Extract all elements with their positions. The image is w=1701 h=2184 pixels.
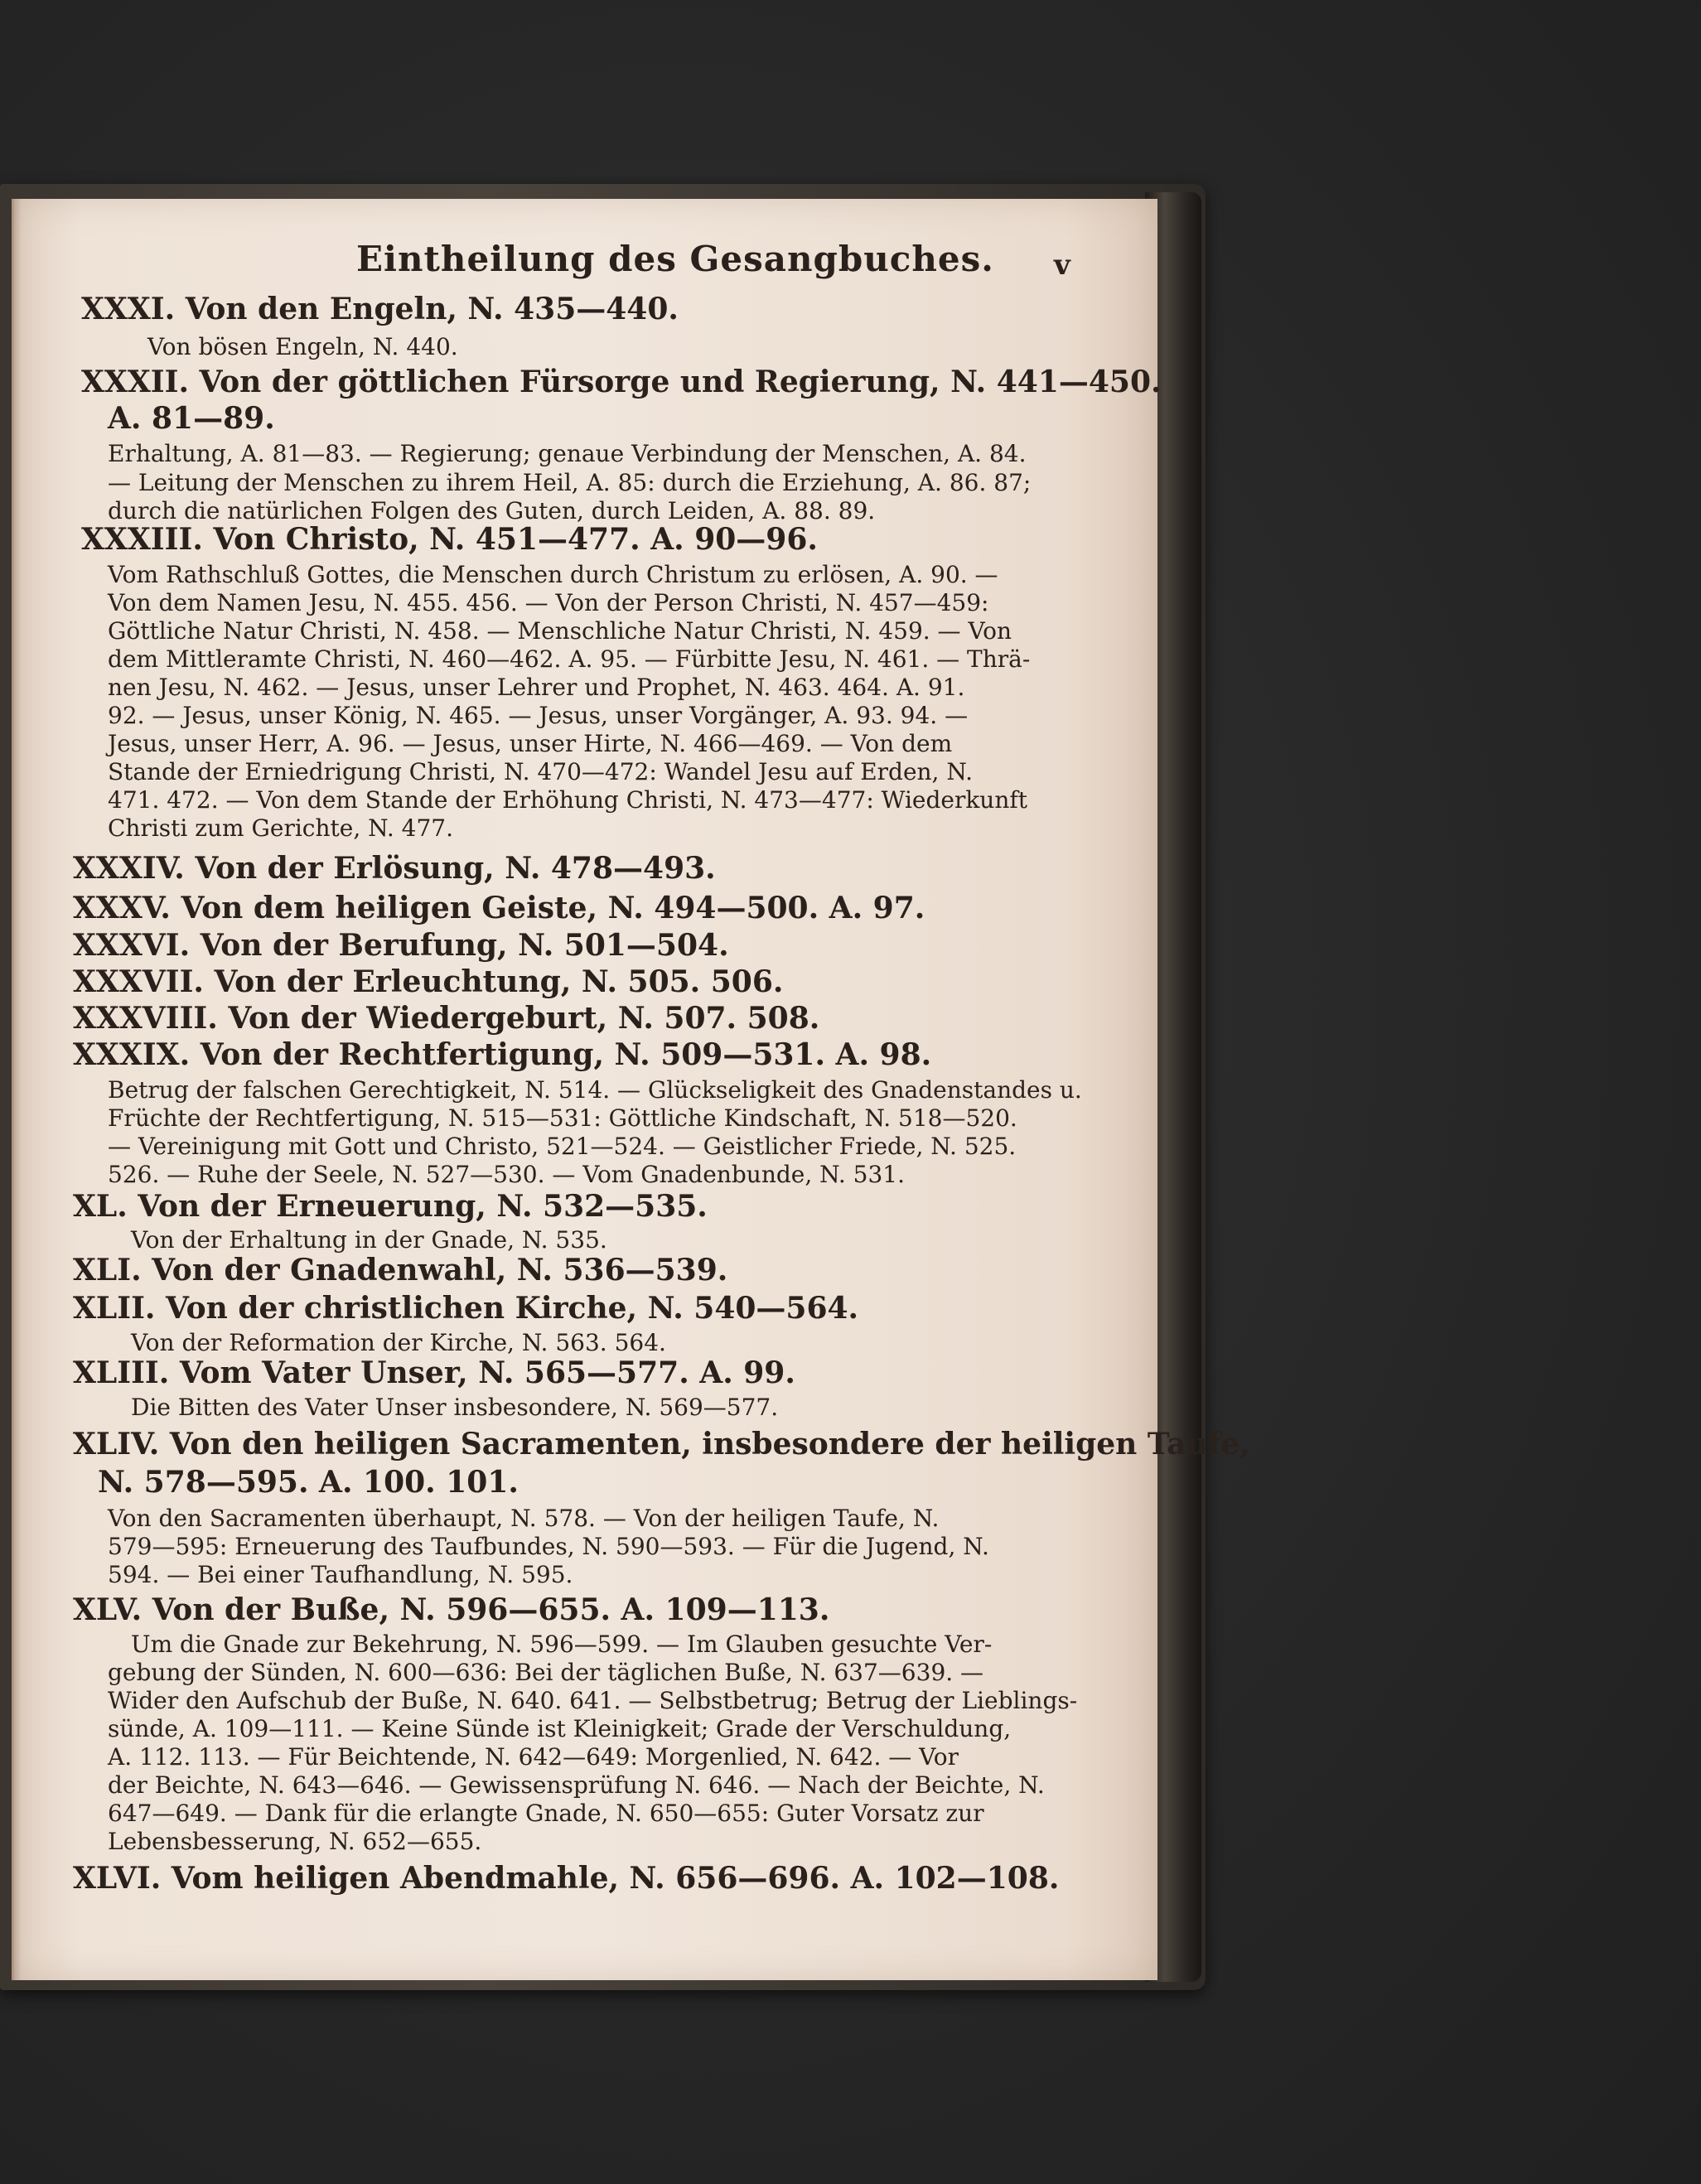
subsection-line: 526. — Ruhe der Seele, N. 527—530. — Vom Gnadenbunde, N. 531. [108, 1161, 906, 1188]
subsection-line: 579—595: Erneuerung des Taufbundes, N. 590—593. — Für die Jugend, N. [108, 1533, 989, 1560]
section-heading: N. 578—595. A. 100. 101. [98, 1465, 519, 1500]
running-header: Eintheilung des Gesangbuches. [356, 239, 994, 279]
subsection-line: gebung der Sünden, N. 600—636: Bei der täglichen Buße, N. 637—639. — [108, 1659, 984, 1686]
subsection-line: Von der Erhaltung in der Gnade, N. 535. [131, 1226, 607, 1254]
section-heading: XLV. Von der Buße, N. 596—655. A. 109—113. [73, 1592, 830, 1627]
section-heading: XXXI. Von den Engeln, N. 435—440. [81, 292, 679, 326]
section-heading: XXXIII. Von Christo, N. 451—477. A. 90—96. [81, 522, 818, 557]
subsection-line: — Leitung der Menschen zu ihrem Heil, A. 85: durch die Erziehung, A. 86. 87; [108, 469, 1032, 496]
section-heading: XXXVIII. Von der Wiedergeburt, N. 507. 508. [73, 1001, 820, 1036]
section-heading: A. 81—89. [108, 401, 275, 436]
subsection-line: Jesus, unser Herr, A. 96. — Jesus, unser Hirte, N. 466—469. — Von dem [108, 730, 953, 757]
section-heading: XXXVII. Von der Erleuchtung, N. 505. 506. [73, 964, 784, 999]
subsection-line: Betrug der falschen Gerechtigkeit, N. 514. — Glückseligkeit des Gnadenstandes u. [108, 1076, 1082, 1104]
section-heading: XXXII. Von der göttlichen Fürsorge und Regierung, N. 441—450. [81, 365, 1162, 399]
subsection-line: Von dem Namen Jesu, N. 455. 456. — Von der Person Christi, N. 457—459: [108, 589, 989, 616]
subsection-line: — Vereinigung mit Gott und Christo, 521—524. — Geistlicher Friede, N. 525. [108, 1133, 1017, 1160]
subsection-line: Von der Reformation der Kirche, N. 563. 564. [131, 1329, 666, 1356]
section-heading: XXXVI. Von der Berufung, N. 501—504. [73, 928, 729, 963]
section-heading: XLI. Von der Gnadenwahl, N. 536—539. [73, 1253, 728, 1288]
subsection-line: nen Jesu, N. 462. — Jesus, unser Lehrer und Prophet, N. 463. 464. A. 91. [108, 674, 965, 701]
subsection-line: Göttliche Natur Christi, N. 458. — Menschliche Natur Christi, N. 459. — Von [108, 617, 1012, 645]
subsection-line: durch die natürlichen Folgen des Guten, durch Leiden, A. 88. 89. [108, 497, 876, 524]
section-heading: XXXV. Von dem heiligen Geiste, N. 494—500. A. 97. [73, 891, 925, 925]
section-heading: XXXIX. Von der Rechtfertigung, N. 509—531. A. 98. [73, 1037, 932, 1072]
subsection-line: Wider den Aufschub der Buße, N. 640. 641. — Selbstbetrug; Betrug der Lieblings- [108, 1687, 1078, 1714]
subsection-line: Vom Rathschluß Gottes, die Menschen durch Christum zu erlösen, A. 90. — [108, 561, 998, 588]
subsection-line: Von bösen Engeln, N. 440. [147, 333, 458, 360]
subsection-line: Stande der Erniedrigung Christi, N. 470—472: Wandel Jesu auf Erden, N. [108, 758, 973, 785]
section-heading: XLVI. Vom heiligen Abendmahle, N. 656—696. A. 102—108. [73, 1861, 1060, 1896]
subsection-line: dem Mittleramte Christi, N. 460—462. A. 95. — Fürbitte Jesu, N. 461. — Thrä- [108, 645, 1031, 673]
section-heading: XXXIV. Von der Erlösung, N. 478—493. [73, 851, 716, 886]
subsection-line: 471. 472. — Von dem Stande der Erhöhung Christi, N. 473—477: Wiederkunft [108, 786, 1027, 814]
subsection-line: Lebensbesserung, N. 652—655. [108, 1828, 482, 1855]
section-heading: XLIV. Von den heiligen Sacramenten, insbesondere der heiligen Taufe, [73, 1427, 1250, 1462]
page-number: v [1054, 249, 1070, 282]
subsection-line: der Beichte, N. 643—646. — Gewissensprüfung N. 646. — Nach der Beichte, N. [108, 1771, 1045, 1799]
subsection-line: Von den Sacramenten überhaupt, N. 578. — Von der heiligen Taufe, N. [108, 1505, 940, 1532]
section-heading: XLIII. Vom Vater Unser, N. 565—577. A. 99. [73, 1355, 795, 1390]
subsection-line: A. 112. 113. — Für Beichtende, N. 642—649: Morgenlied, N. 642. — Vor [108, 1743, 959, 1771]
subsection-line: sünde, A. 109—111. — Keine Sünde ist Kleinigkeit; Grade der Verschuldung, [108, 1715, 1012, 1742]
section-heading: XLII. Von der christlichen Kirche, N. 540—564. [73, 1291, 859, 1326]
subsection-line: Die Bitten des Vater Unser insbesondere, N. 569—577. [131, 1394, 779, 1421]
subsection-line: Um die Gnade zur Bekehrung, N. 596—599. — Im Glauben gesuchte Ver- [131, 1631, 993, 1658]
subsection-line: 647—649. — Dank für die erlangte Gnade, N. 650—655: Guter Vorsatz zur [108, 1800, 984, 1827]
subsection-line: Früchte der Rechtfertigung, N. 515—531: Göttliche Kindschaft, N. 518—520. [108, 1104, 1017, 1132]
subsection-line: Erhaltung, A. 81—83. — Regierung; genaue Verbindung der Menschen, A. 84. [108, 440, 1027, 467]
section-heading: XL. Von der Erneuerung, N. 532—535. [73, 1189, 708, 1224]
subsection-line: 594. — Bei einer Taufhandlung, N. 595. [108, 1561, 573, 1588]
subsection-line: 92. — Jesus, unser König, N. 465. — Jesus, unser Vorgänger, A. 93. 94. — [108, 702, 969, 729]
subsection-line: Christi zum Gerichte, N. 477. [108, 814, 453, 842]
